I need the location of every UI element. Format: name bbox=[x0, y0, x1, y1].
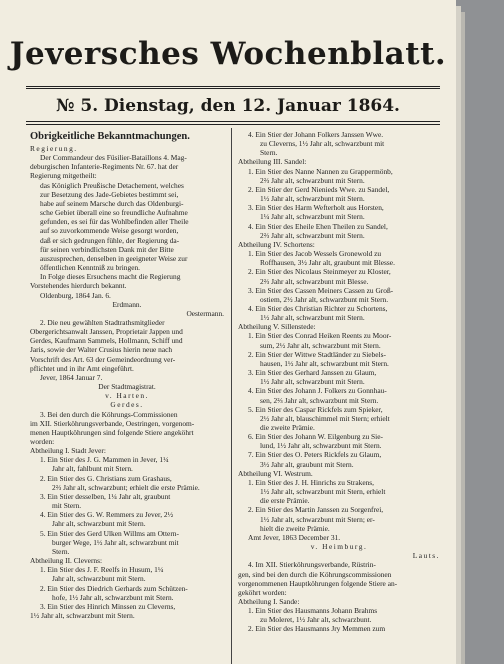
column2-line: geköhrt worden: bbox=[238, 587, 287, 597]
column2-line: 2⅔ Jahr alt, schwarzbunt mit Blesse. bbox=[260, 276, 369, 286]
column2-line: Abtheilung I. Sande: bbox=[238, 596, 300, 606]
column1-line: das Königlich Preußische Detachement, welches bbox=[40, 180, 184, 190]
column1-line: burger Wege, 1½ Jahr alt, schwarzbunt mit bbox=[52, 537, 179, 547]
column1-line: zur Besetzung des Jade-Gebietes bestimmt sei, bbox=[40, 189, 179, 199]
column2-line: 1½ Jahr alt, schwarzbunt mit Stern. bbox=[260, 377, 365, 387]
column2-line: 4. Ein Stier der Johann Folkers Janssen Wwe. bbox=[248, 130, 384, 139]
column2-line: v. Heimburg. bbox=[310, 542, 368, 552]
column1-line: Gerdes. bbox=[110, 400, 144, 410]
column2-line: 3½ Jahr alt, graubunt mit Stern. bbox=[260, 459, 354, 469]
column-right bbox=[238, 130, 440, 634]
column1-line: Der Commandeur des Füsilier-Bataillons 4. Mag- bbox=[40, 153, 187, 163]
column1-line: öffentlichen Kenntniß zu bringen. bbox=[40, 263, 141, 273]
masthead-rule-top bbox=[26, 86, 440, 87]
column2-line: 2. Ein Stier der Wittwe Stadtländer zu Siebels- bbox=[248, 349, 386, 359]
column2-line: 3. Ein Stier des Harm Wefterholt aus Horsten, bbox=[248, 203, 384, 213]
column1-line: gefunden, es sei für das Wohlbefinden aller Theile bbox=[40, 217, 189, 227]
column2-line: 2⅔ Jahr alt, schwarzbunt mit Stern. bbox=[260, 230, 365, 240]
column2-line: 1½ Jahr alt, schwarzbunt mit Stern, erhielt bbox=[260, 487, 386, 497]
column2-line: 1½ Jahr alt, schwarzbunt mit Stern. bbox=[260, 313, 365, 323]
column1-line: auf so zuvorkommende Weise gesorgt worden, bbox=[40, 226, 179, 236]
column2-line: zu Moleret, 1½ Jahr alt, schwarzbunt. bbox=[260, 615, 372, 625]
column2-line: 2. Ein Stier des Hausmanns Jry Memmen zum bbox=[248, 624, 386, 634]
column1-line: 3. Ein Stier desselben, 1¼ Jahr alt, graubunt bbox=[40, 491, 171, 501]
column1-line: Der Stadtmagistrat. bbox=[98, 382, 156, 392]
column2-line: 4. Ein Stier des Christian Richter zu Schortens, bbox=[248, 303, 388, 313]
column1-line: Jever, 1864 Januar 7. bbox=[40, 372, 103, 382]
column2-line: 2. Ein Stier der Gerd Nienieds Wwe. zu Sandel, bbox=[248, 184, 390, 194]
dateline-rule bbox=[26, 121, 440, 122]
column1-line: sche Gebiet überall eine so freundliche Aufnahme bbox=[40, 208, 188, 218]
column2-line: ostiem, 2½ Jahr alt, schwarzbunt mit Stern. bbox=[260, 294, 389, 304]
column2-line: Abtheilung VI. Westrum. bbox=[238, 468, 313, 478]
column1-line: Stern. bbox=[52, 546, 70, 556]
column2-line: 1. Ein Stier des Conrad Heiken Reents zu Moor- bbox=[248, 331, 392, 341]
column1-line: Erdmann. bbox=[112, 299, 142, 309]
column1-line: Jahr alt, schwarzbunt mit Stern. bbox=[52, 574, 146, 584]
column1-line: hofe, 1½ Jahr alt, schwarzbunt mit Stern. bbox=[52, 592, 174, 602]
column1-line: Gerdes, Kaufmann Sammels, Hollmann, Schiff und bbox=[30, 336, 183, 346]
column1-line: 2⅔ Jahr alt, schwarzbunt; erhielt die erste Prämie. bbox=[52, 482, 200, 492]
masthead-title: Jeversches Wochenblatt. bbox=[9, 36, 447, 72]
column1-line: 3. Bei den durch die Köhrungs-Commissionen bbox=[40, 409, 178, 419]
column2-line: 1½ Jahr alt, schwarzbunt mit Stern; er- bbox=[260, 514, 375, 524]
column1-line: menen Hauptköhrungen sind folgende Stiere angeköhrt bbox=[30, 427, 194, 437]
column1-line: Regierung. bbox=[30, 144, 78, 153]
column2-line: 4. Ein Stier des Eheile Ehen Theilen zu Sandel, bbox=[248, 221, 388, 231]
column2-line: hielt die zweite Prämie. bbox=[260, 523, 330, 533]
column1-line: Abtheilung II. Cleverns: bbox=[30, 556, 103, 566]
column1-line: 4. Ein Stier des G. W. Remmers zu Jever, 2½ bbox=[40, 510, 174, 520]
column1-line: Regierung mitgetheilt: bbox=[30, 171, 97, 181]
column1-line: im XII. Stierköhrungsverbande, Oestringen, vorgenom- bbox=[30, 418, 195, 428]
column1-line: daß er sich gedrungen fühle, der Regierung da- bbox=[40, 235, 180, 245]
column2-line: 4. Ein Stier des Johann J. Folkers zu Gonnhau- bbox=[248, 386, 387, 396]
column1-line: Oldenburg, 1864 Jan. 6. bbox=[40, 290, 111, 300]
column1-line: Jahr alt, schwarzbunt mit Stern. bbox=[52, 519, 146, 529]
column2-line: 1½ Jahr alt, schwarzbunt mit Stern. bbox=[260, 194, 365, 204]
column2-line: zu Cleverns, 1½ Jahr alt, schwarzbunt mit bbox=[260, 139, 385, 149]
column2-line: 3. Ein Stier des Cassen Meiners Cassen zu Groß- bbox=[248, 285, 394, 295]
column2-line: Amt Jever, 1863 December 31. bbox=[248, 532, 341, 542]
column1-line: habe auf seinem Marsche durch das Oldenburgi- bbox=[40, 198, 184, 208]
column1-line: 2. Die neu gewählten Stadtrathsmitglieder bbox=[40, 317, 165, 327]
column2-line: 5. Ein Stier des Caspar Rickfels zum Spieker, bbox=[248, 404, 383, 414]
column1-line: für seinen verbindlichsten Dank mit der Bitte bbox=[40, 244, 174, 254]
column1-line: Obrigkeitliche Bekanntmachungen. bbox=[30, 131, 190, 142]
column2-line: Abtheilung V. Sillenstede: bbox=[238, 322, 316, 332]
column1-line: auszusprechen, denselben in geeigneter Weise zur bbox=[40, 253, 188, 263]
dateline-rule-2 bbox=[26, 124, 440, 125]
column2-line: sen, 2⅔ Jahr alt, schwarzbunt mit Stern. bbox=[260, 395, 379, 405]
column1-line: worden: bbox=[30, 437, 55, 446]
column1-line: v. Harten. bbox=[105, 391, 149, 401]
column2-line: 4. Im XII. Stierköhrungsverbande, Rüstrin- bbox=[248, 560, 376, 570]
column2-line: 1. Ein Stier des Hausmanns Johann Brahms bbox=[248, 606, 378, 616]
column1-line: 5. Ein Stier des Gerd Ulken Willms am Ottern- bbox=[40, 528, 179, 538]
column2-line: 1. Ein Stier des Nanne Nannen zu Grappermönb, bbox=[248, 166, 393, 176]
column2-line: Stern. bbox=[260, 148, 278, 158]
column1-line: 2. Ein Stier des Diedrich Gerhards zum Schützen- bbox=[40, 583, 188, 593]
column2-line: 2. Ein Stier des Nicolaus Steinmeyer zu Kloster, bbox=[248, 267, 391, 277]
page-edge-shadow bbox=[461, 12, 465, 664]
column1-line: 1½ Jahr alt, schwarzbunt mit Stern. bbox=[30, 610, 135, 620]
column1-line: 3. Ein Stier des Hinrich Minssen zu Cleverns, bbox=[40, 601, 176, 611]
column1-line: pflichtet und in ihr Amt eingeführt. bbox=[30, 363, 134, 373]
column1-line: Vorstehendes hierdurch bekannt. bbox=[30, 281, 127, 291]
column2-line: 2. Ein Stier des Martin Janssen zu Sorgenfrei, bbox=[248, 505, 384, 515]
column-divider bbox=[231, 128, 232, 664]
column2-line: gen, sind bei den durch die Köhrungscommissionen bbox=[238, 569, 392, 579]
column2-line: hausen, 1½ Jahr alt, schwarzbunt mit Stern. bbox=[260, 358, 389, 368]
column1-line: mit Stern. bbox=[52, 501, 82, 511]
column2-line: Abtheilung III. Sandel: bbox=[238, 157, 307, 167]
column1-line: Abtheilung I. Stadt Jever: bbox=[30, 446, 106, 456]
column2-line: vorgenommenen Hauptköhrungen folgende Stiere an- bbox=[238, 578, 398, 588]
column1-line: In Folge dieses Ersuchens macht die Regierung bbox=[40, 272, 181, 282]
column2-line: 7. Ein Stier des O. Peters Rickfels zu Glaum, bbox=[248, 450, 382, 460]
column2-line: sum, 2½ Jahr alt, schwarzbunt mit Stern. bbox=[260, 340, 381, 350]
column2-line: lund, 1½ Jahr alt, schwarzbunt mit Stern. bbox=[260, 441, 382, 451]
column1-line: 1. Ein Stier des J. G. Mammen in Jever, 1¼ bbox=[40, 455, 169, 465]
column1-line: Obergerichtsanwalt Janssen, Proprietair Jappen und bbox=[30, 327, 183, 337]
column1-line: deburgischen Infanterie-Regiments Nr. 67. hat der bbox=[30, 162, 179, 172]
column2-line: Abtheilung IV. Schortens: bbox=[238, 239, 315, 249]
column2-line: 2⅔ Jahr alt, schwarzbunt mit Stern. bbox=[260, 175, 365, 185]
column2-line: 1. Ein Stier des Jacob Wessels Gronewold zu bbox=[248, 249, 382, 259]
column2-line: 6. Ein Stier des Johann W. Eilgenburg zu Sie- bbox=[248, 432, 383, 442]
column1-line: 1. Ein Stier des J. F. Reelfs in Husum, 1¼ bbox=[40, 565, 164, 575]
column2-line: 1¼ Jahr alt, schwarzbunt mit Stern. bbox=[260, 212, 365, 222]
column-left bbox=[30, 130, 224, 620]
issue-dateline: № 5. Dienstag, den 12. Januar 1864. bbox=[56, 96, 400, 116]
column1-line: Jahr alt, fahlbunt mit Stern. bbox=[52, 464, 133, 474]
column2-line: Lauts. bbox=[412, 551, 440, 561]
column2-line: Roffhausen, 3½ Jahr alt, graubunt mit Blesse. bbox=[260, 258, 395, 268]
column1-line: Vorschrift des Art. 63 der Gemeindeordnung ver- bbox=[30, 354, 176, 364]
column2-line: die erste Prämie. bbox=[260, 496, 310, 506]
column1-line: Oestermann. bbox=[186, 308, 224, 318]
column2-line: die zweite Prämie. bbox=[260, 423, 315, 432]
column2-line: 3. Ein Stier des Gerhard Janssen zu Glaum, bbox=[248, 368, 377, 378]
column2-line: 1. Ein Stier des J. H. Hinrichs zu Strakens, bbox=[248, 477, 375, 487]
column2-line: 2½ Jahr alt, blauschimmel mit Stern; erhielt bbox=[260, 413, 390, 423]
column1-line: 2. Ein Stier des G. Christians zum Grashaus, bbox=[40, 473, 172, 483]
masthead-rule-top-2 bbox=[26, 88, 440, 89]
column1-line: Jaris, sowie der Walter Crusius hierin neue nach bbox=[30, 345, 173, 355]
